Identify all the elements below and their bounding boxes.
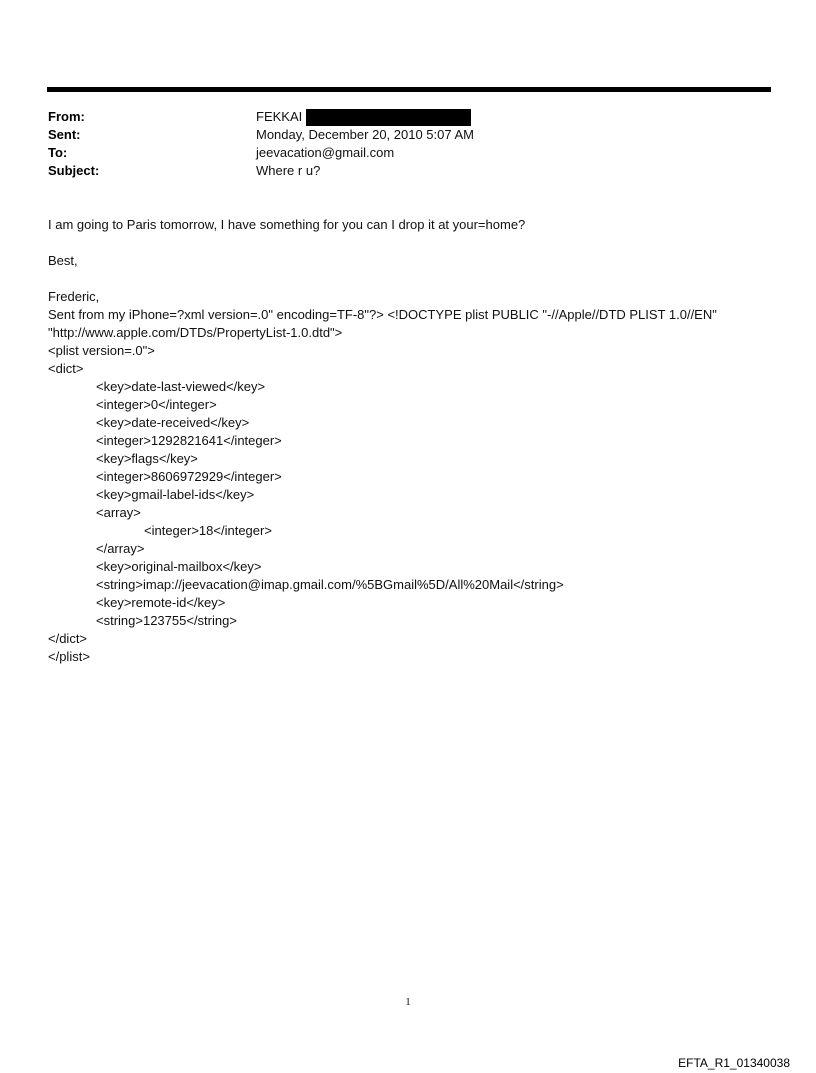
body-line: <array> xyxy=(96,505,141,520)
sent-label: Sent: xyxy=(48,127,81,142)
body-line: <key>gmail-label-ids</key> xyxy=(96,487,255,502)
body-line: <integer>1292821641</integer> xyxy=(96,433,282,448)
to-row xyxy=(48,144,474,162)
body-line: <key>date-last-viewed</key> xyxy=(96,379,266,394)
email-header xyxy=(48,108,474,180)
header-rule xyxy=(47,87,771,92)
from-value xyxy=(256,108,471,126)
body-line: <key>date-received</key> xyxy=(96,415,250,430)
subject-value: Where r u? xyxy=(256,163,321,178)
sent-row xyxy=(48,126,474,144)
redaction-block xyxy=(306,109,471,126)
body-line: <key>flags</key> xyxy=(96,451,198,466)
body-line: </plist> xyxy=(48,649,90,664)
body-line: <dict> xyxy=(48,361,84,376)
page-number: 1 xyxy=(405,996,411,1008)
body-line: <integer>0</integer> xyxy=(96,397,217,412)
body-line: </dict> xyxy=(48,631,88,646)
body-line: Sent from my iPhone=?xml version=.0" encoding=TF-8"?> <!DOCTYPE plist PUBLIC "-//Apple//DTD PLIST 1.0//EN" xyxy=(48,307,717,322)
from-row xyxy=(48,108,474,126)
from-label: From: xyxy=(48,109,85,124)
body-line: Best, xyxy=(48,253,78,268)
body-line: <integer>8606972929</integer> xyxy=(96,469,282,484)
body-line: <integer>18</integer> xyxy=(144,523,272,538)
body-line: <key>original-mailbox</key> xyxy=(96,559,262,574)
email-body xyxy=(48,216,778,666)
body-line: <key>remote-id</key> xyxy=(96,595,226,610)
subject-label: Subject: xyxy=(48,163,100,178)
to-value: jeevacation@gmail.com xyxy=(256,145,395,160)
body-line: "http://www.apple.com/DTDs/PropertyList-1.0.dtd"> xyxy=(48,325,343,340)
body-line: I am going to Paris tomorrow, I have something for you can I drop it at your=home? xyxy=(48,217,526,232)
body-line: </array> xyxy=(96,541,145,556)
document-id: EFTA_R1_01340038 xyxy=(678,1056,790,1070)
sender-name: FEKKAI xyxy=(256,109,303,124)
to-label: To: xyxy=(48,145,68,160)
sent-value: Monday, December 20, 2010 5:07 AM xyxy=(256,127,474,142)
body-line: <string>imap://jeevacation@imap.gmail.com/%5BGmail%5D/All%20Mail</string> xyxy=(96,577,564,592)
subject-row xyxy=(48,162,474,180)
body-line: Frederic, xyxy=(48,289,100,304)
body-line: <plist version=.0"> xyxy=(48,343,155,358)
body-line: <string>123755</string> xyxy=(96,613,237,628)
